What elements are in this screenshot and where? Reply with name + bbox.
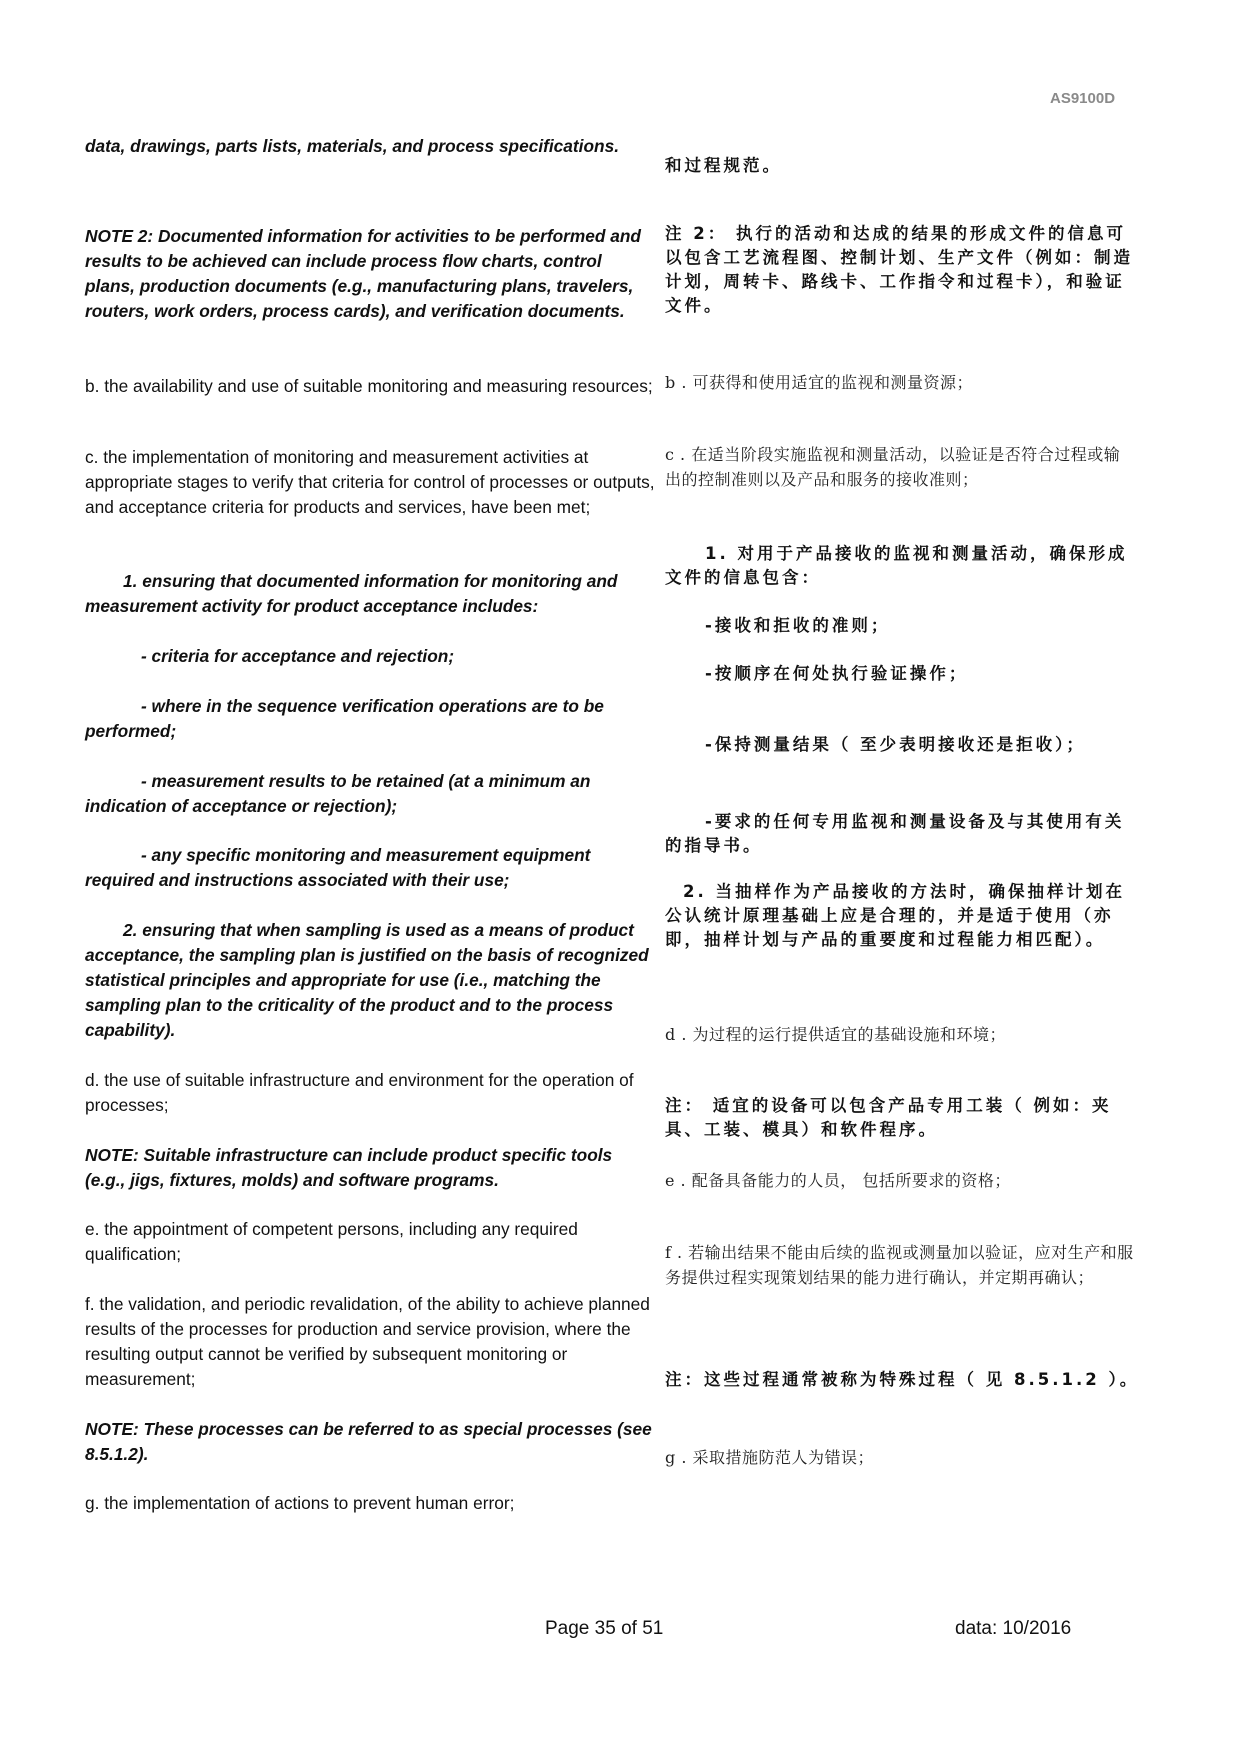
document-code: AS9100D bbox=[1050, 90, 1116, 107]
en-item-d-note: NOTE: Suitable infrastructure can include product specific tools (e.g., jigs, fixtures, molds) and software programs. bbox=[85, 1145, 613, 1190]
zh-note-2: 注 2： 执行的活动和达成的结果的形成文件的信息可以包含工艺流程图、控制计划、生产文件（例如：制造计划，周转卡、路线卡、工作指令和过程卡），和验证文件。 bbox=[665, 224, 1133, 315]
zh-c1-sub-item: -按顺序在何处执行验证操作； bbox=[705, 664, 969, 683]
en-item-e: e. the appointment of competent persons, including any required qualification; bbox=[85, 1219, 578, 1264]
en-item-f-note: NOTE: These processes can be referred to as special processes (see 8.5.1.2). bbox=[85, 1419, 652, 1464]
zh-c1-sub-item: -保持测量结果（ 至少表明接收还是拒收）； bbox=[705, 735, 1086, 754]
en-c1-sub-item: - any specific monitoring and measurement equipment required and instructions associated with their use; bbox=[85, 845, 591, 890]
zh-item-d: d . 为过程的运行提供适宜的基础设施和环境； bbox=[665, 1025, 1007, 1044]
en-c1-sub-item: - criteria for acceptance and rejection; bbox=[141, 646, 455, 666]
zh-item-f-note: 注：这些过程通常被称为特殊过程（ 见 8.5.1.2 ）。 bbox=[665, 1370, 1140, 1389]
zh-item-g: g . 采取措施防范人为错误； bbox=[665, 1448, 875, 1467]
zh-item-c1: 1. 对用于产品接收的监视和测量活动，确保形成文件的信息包含： bbox=[665, 544, 1128, 587]
zh-c1-sub-item: -要求的任何专用监视和测量设备及与其使用有关的指导书。 bbox=[665, 812, 1125, 855]
en-item-b: b. the availability and use of suitable monitoring and measuring resources; bbox=[85, 376, 653, 396]
zh-item-b: b . 可获得和使用适宜的监视和测量资源； bbox=[665, 373, 974, 392]
zh-item-c2: 2. 当抽样作为产品接收的方法时，确保抽样计划在公认统计原理基础上应是合理的，并是适于使用（亦即，抽样计划与产品的重要度和过程能力相匹配）。 bbox=[665, 882, 1125, 949]
en-item-d: d. the use of suitable infrastructure and environment for the operation of processes; bbox=[85, 1070, 634, 1115]
en-continued-paragraph: data, drawings, parts lists, materials, and process specifications. bbox=[85, 136, 619, 156]
zh-c1-sub-item: -接收和拒收的准则； bbox=[705, 616, 891, 635]
document-date: data: 10/2016 bbox=[955, 1618, 1072, 1639]
zh-item-f: f . 若输出结果不能由后续的监视或测量加以验证，应对生产和服务提供过程实现策划结果的能力进行确认，并定期再确认； bbox=[665, 1243, 1134, 1287]
en-item-c2: 2. ensuring that when sampling is used as a means of product acceptance, the sampling plan is justified on the basis of recognized statistical principles and appropriate for use (i.e., matching the sampling plan to the criticality of the product and to the process capability). bbox=[85, 920, 649, 1040]
en-c1-sub-item: - where in the sequence verification operations are to be performed; bbox=[85, 696, 604, 741]
zh-item-d-note: 注： 适宜的设备可以包含产品专用工装（ 例如：夹具、工装、模具）和软件程序。 bbox=[665, 1096, 1112, 1139]
zh-continued-paragraph: 和过程规范。 bbox=[665, 156, 782, 175]
en-item-g: g. the implementation of actions to prevent human error; bbox=[85, 1493, 515, 1513]
page-number: Page 35 of 51 bbox=[545, 1618, 664, 1639]
en-item-c1: 1. ensuring that documented information for monitoring and measurement activity for product acceptance includes: bbox=[85, 571, 618, 616]
zh-item-c: c . 在适当阶段实施监视和测量活动，以验证是否符合过程或输出的控制准则以及产品和服务的接收准则； bbox=[665, 445, 1121, 489]
en-item-c: c. the implementation of monitoring and measurement activities at appropriate stages to verify that criteria for control of processes or outputs, and acceptance criteria for products and services, have been met; bbox=[85, 447, 655, 517]
en-c1-sub-item: - measurement results to be retained (at a minimum an indication of acceptance or rejection); bbox=[85, 771, 591, 816]
en-note-2: NOTE 2: Documented information for activities to be performed and results to be achieved can include process flow charts, control plans, production documents (e.g., manufacturing plans, travelers, routers, work orders, process cards), and verification documents. bbox=[85, 226, 641, 321]
en-item-f: f. the validation, and periodic revalidation, of the ability to achieve planned results of the processes for production and service provision, where the resulting output cannot be verified by subsequent monitoring or measurement; bbox=[85, 1294, 650, 1389]
zh-item-e: e . 配备具备能力的人员， 包括所要求的资格； bbox=[665, 1171, 1011, 1190]
